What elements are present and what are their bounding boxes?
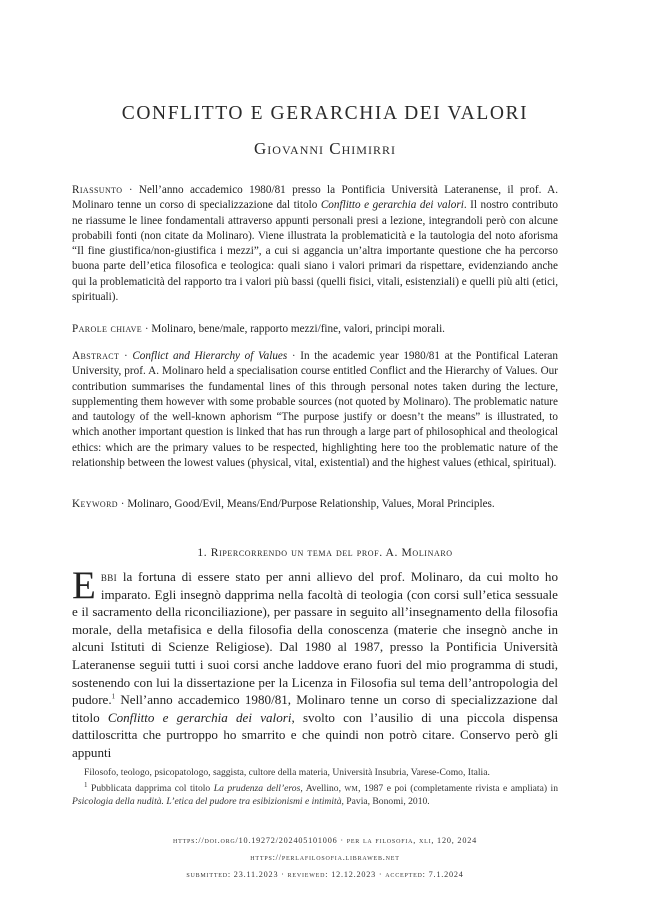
article-author: Giovanni Chimirri [254, 139, 396, 158]
footnotes [72, 766, 558, 811]
abstract-paragraph [72, 349, 558, 471]
parole-chiave-text: · Molinaro, bene/male, rapporto mezzi/fine, valori, principi morali. [142, 323, 445, 335]
body-italic-title: Conflitto e gerarchia dei valori [107, 709, 292, 725]
abstract-text: · In the academic year 1980/81 at the Pontifical Lateran University, prof. A. Molinaro held a specialisation course entitled Conflict and the Hierarchy of Values. Our contribution summarises the fundamental lines of this through personal notes taken during the lecture, supplementing them however with some probable sources (not quoted by Molinaro). The problematic nature and tautology of the well-known aphorism “The purpose justify or doesn’t the means” is illustrated, to which another important question is linked that has run through a large part of philosophical and theological ethics: which are the primary values to be respected, highlighting here too the problematic nature of the relationship between the lowest values (physical, vital, existential) and the highest values (ethical, spiritual). [72, 350, 558, 470]
riassunto-text-b: . Il nostro contributo ne riassume le linee fondamentali attraverso appunti personali presi a lezione, integrandoli però con alcune probabili fonti (non citate da Molinaro). Viene illustrata la problematicità e la tautologia del noto aforisma “Il fine giustifica/non-giustifica i mezzi”, a cui si aggancia un’altra importante questione che ha percorso buona parte dell’etica filosofica e teologica: quali siano i valori primari da rispettare, evidenziando anche qui la problematicità del rapporto tra i valori più bassi (quelli fisici, vitali, esistenziali) e quelli più alti (etici, spirituali). [72, 199, 558, 304]
footnote-1 [72, 782, 558, 809]
footnote-1-italic-2: Psicologia della nudità. L’etica del pudore tra esibizionismi e intimità [72, 796, 342, 807]
abstract-sep: · [119, 350, 133, 362]
riassunto-italic-title: Conflitto e gerarchia dei valori [320, 199, 464, 212]
riassunto-text-a: · Nell’anno accademico 1980/81 presso la Pontificia Università Lateranense, il prof. A. Molinaro tenne un corso di specializzazione dal titolo [72, 184, 558, 212]
abstract-label: Abstract [72, 350, 120, 362]
keyword-label: Keyword [72, 498, 118, 510]
footnote-1-text-d: , Pavia, Bonomi, 2010. [341, 796, 430, 807]
drop-cap: E [72, 564, 96, 607]
first-word-rest: bbi [100, 569, 118, 584]
footnote-1-italic-1: La prudenza dell’eros [213, 782, 301, 794]
body-paragraph [72, 564, 558, 762]
keyword-paragraph [72, 497, 558, 512]
footnote-ref-1[interactable]: 1 [111, 692, 116, 701]
body-text-1: la fortuna di essere stato per anni allievo del prof. Molinaro, da cui molto ho imparato. Egli insegnò dapprima nella facoltà di teologia (con corsi sull’etica sessuale e il sacramento della riconciliazione), per passare in seguito all’insegnamento della filosofia morale, della metafisica e della filosofia della conoscenza (materie che insegnò anche in alcuni Istituti di Scienze Religiose). Dal 1980 al 1987, presso la Pontificia Università Lateranense seguii tutti i suoi corsi anche laddove erano fuori del mio programma di studi, sostenendo con lui la dissertazione per la Licenza in Filosofia sul tema dell’antropologia del pudore. [72, 569, 558, 708]
parole-chiave-paragraph [72, 322, 558, 337]
riassunto-label: Riassunto [72, 184, 123, 196]
parole-chiave-label: Parole chiave [72, 323, 143, 335]
article-title: CONFLITTO E GERARCHIA DEI VALORI [121, 103, 529, 124]
body-text-3: , svolto con l’ausilio di una piccola dispensa dattiloscritta che purtroppo ho smarrito e che quindi non potrò citare. Conservo però gli appunti [72, 709, 558, 760]
footnote-1-publisher: wm [344, 782, 359, 794]
section-heading: 1. Ripercorrendo un tema del prof. A. Molinaro [197, 546, 453, 559]
footnote-1-text-b: , Avellino, [300, 782, 345, 794]
footer-dates: submitted: 23.11.2023 · reviewed: 12.12.2023 · accepted: 7.1.2024 [186, 870, 464, 879]
affiliation-note: Filosofo, teologo, psicopatologo, saggista, cultore della materia, Università Insubria, Varese-Como, Italia. [84, 767, 490, 778]
abstract-italic-title: Conflict and Hierarchy of Values [132, 350, 288, 362]
footnote-1-text-c: , 1987 e poi (completamente rivista e ampliata) in [358, 782, 558, 794]
keyword-text: · Molinaro, Good/Evil, Means/End/Purpose Relationship, Values, Moral Principles. [118, 498, 495, 510]
footer-doi[interactable]: https://doi.org/10.19272/202405101006 · per la filosofia, xli, 120, 2024 [172, 836, 478, 845]
body-text-2: Nell’anno accademico 1980/81, Molinaro tenne un corso di specializzazione dal titolo [72, 692, 558, 725]
footnote-1-mark: 1 [84, 780, 88, 789]
footnote-1-text-a: Pubblicata dapprima col titolo [87, 782, 214, 794]
footer-website[interactable]: https://perlafilosofia.libraweb.net [250, 853, 400, 862]
riassunto-paragraph [72, 183, 558, 305]
